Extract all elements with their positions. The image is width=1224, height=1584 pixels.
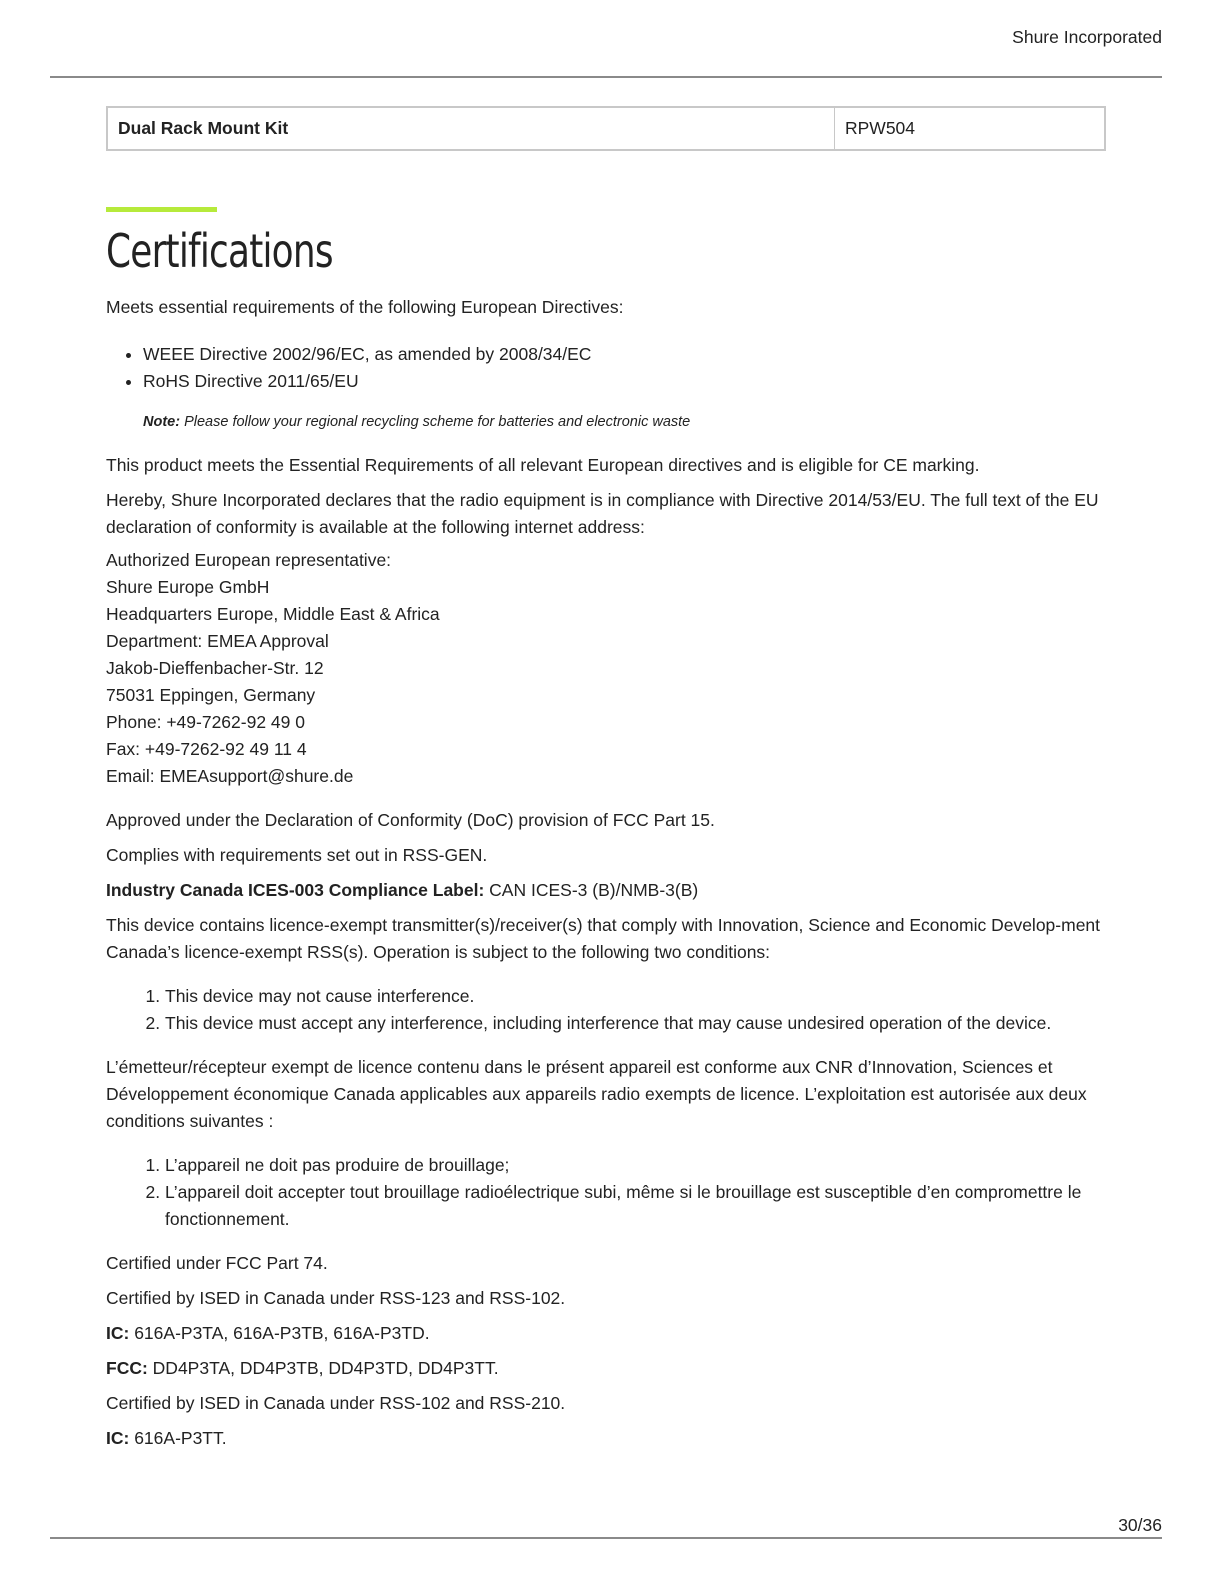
directives-list (106, 341, 1106, 395)
ce-statement: This product meets the Essential Requirements of all relevant European directives and is eligible for CE marking. (106, 455, 980, 475)
list-item: • WEEE Directive 2002/96/EC, as amended by 2008/34/EC (143, 341, 1106, 368)
recycling-note (143, 412, 1106, 432)
ices-value: CAN ICES-3 (B)/NMB-3(B) (489, 880, 699, 900)
ic-ids-2 (106, 1425, 1106, 1452)
kit-name-cell: Dual Rack Mount Kit (107, 107, 835, 150)
ices-label: Industry Canada ICES-003 Compliance Label: (106, 880, 485, 900)
ised-statement-fr: L’émetteur/récepteur exempt de licence contenu dans le présent appareil est conforme aux CNR d’Innovation, Sciences et Développement économique Canada applicables aux appareils radio exempts de licence. L’exploitation est autorisée aux deux conditions suivantes : (106, 1057, 1087, 1131)
ised-rss210-statement: Certified by ISED in Canada under RSS-102 and RSS-210. (106, 1393, 566, 1413)
document-content (106, 106, 1106, 1452)
ised-rss123-statement: Certified by ISED in Canada under RSS-123 and RSS-102. (106, 1288, 566, 1308)
address-line: Authorized European representative: (106, 550, 392, 570)
header-divider (50, 76, 1162, 78)
address-line: Department: EMEA Approval (106, 631, 329, 651)
fcc74-statement: Certified under FCC Part 74. (106, 1253, 328, 1273)
eu-representative-address (106, 547, 1106, 790)
fcc-label: FCC: (106, 1358, 148, 1378)
note-label: Note: (143, 414, 181, 430)
list-item: 2. L’appareil doit accepter tout brouillage radioélectrique subi, même si le brouillage est susceptible d’en compromettre le fonctionnement. (165, 1179, 1106, 1233)
fcc-ids (106, 1355, 1106, 1382)
list-item: 2. This device must accept any interference, including interference that may cause undesired operation of the device. (165, 1010, 1106, 1037)
address-line: Email: EMEAsupport@shure.de (106, 766, 354, 786)
address-line: Phone: +49-7262-92 49 0 (106, 712, 305, 732)
address-line: 75031 Eppingen, Germany (106, 685, 316, 705)
ic-label: IC: (106, 1323, 130, 1343)
conditions-list-fr (106, 1152, 1106, 1233)
address-line: Shure Europe GmbH (106, 577, 270, 597)
list-item: 1. L’appareil ne doit pas produire de brouillage; (165, 1152, 1106, 1179)
footer-divider (50, 1537, 1162, 1539)
kit-part-cell: RPW504 (845, 118, 916, 138)
ic-label: IC: (106, 1428, 130, 1448)
address-line: Fax: +49-7262-92 49 11 4 (106, 739, 307, 759)
table-row (107, 107, 1105, 150)
section-title: Certifications (106, 224, 333, 278)
section-accent-bar (106, 207, 217, 212)
header-company-name: Shure Incorporated (1012, 27, 1162, 47)
accessory-table (106, 106, 1106, 151)
ices-label-statement (106, 877, 1106, 904)
address-line: Jakob-Dieffenbacher-Str. 12 (106, 658, 324, 678)
ic-value: 616A-P3TA, 616A-P3TB, 616A-P3TD. (134, 1323, 430, 1343)
directives-intro: Meets essential requirements of the following European Directives: (106, 297, 624, 317)
ic-ids-1 (106, 1320, 1106, 1347)
conditions-list-en (106, 983, 1106, 1037)
rss-gen-statement: Complies with requirements set out in RSS-GEN. (106, 845, 488, 865)
note-text: Please follow your regional recycling scheme for batteries and electronic waste (184, 414, 691, 430)
list-item: 1. This device may not cause interference. (165, 983, 1106, 1010)
page-number: 30/36 (1118, 1515, 1162, 1535)
fcc-doc-statement: Approved under the Declaration of Conformity (DoC) provision of FCC Part 15. (106, 810, 715, 830)
fcc-value: DD4P3TA, DD4P3TB, DD4P3TD, DD4P3TT. (152, 1358, 499, 1378)
ic-value: 616A-P3TT. (134, 1428, 227, 1448)
ised-statement-en: This device contains licence-exempt transmitter(s)/receiver(s) that comply with Innovation, Science and Economic Develop-ment Canada’s licence-exempt RSS(s). Operation is subject to the following two conditions: (106, 915, 1101, 962)
list-item: • RoHS Directive 2011/65/EU (143, 368, 1106, 395)
address-line: Headquarters Europe, Middle East & Africa (106, 604, 440, 624)
declaration-statement: Hereby, Shure Incorporated declares that the radio equipment is in compliance with Directive 2014/53/EU. The full text of the EU declaration of conformity is available at the following internet address: (106, 490, 1099, 537)
